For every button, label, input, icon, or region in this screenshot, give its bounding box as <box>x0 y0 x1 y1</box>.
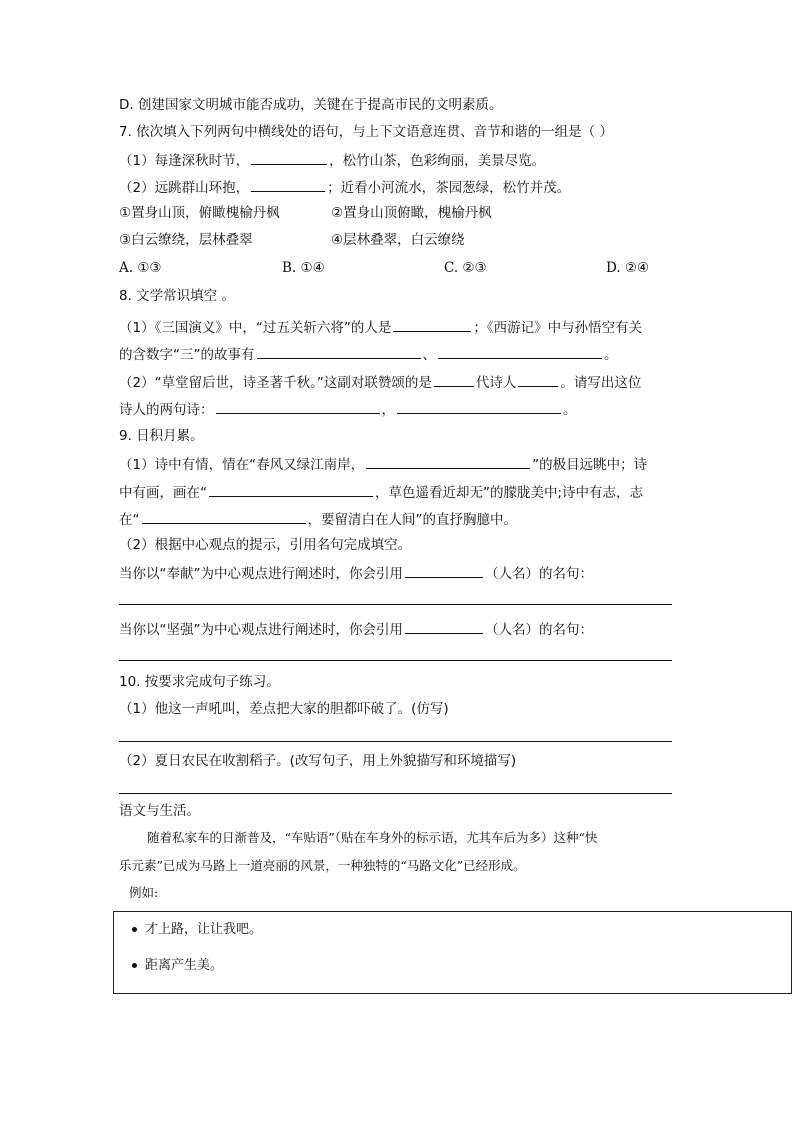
q8-blank-4[interactable] <box>434 372 474 387</box>
q8-l2-text-c: 。 <box>604 347 618 363</box>
q7-option-d[interactable]: D. ②④ <box>606 260 650 276</box>
q8-line-3 <box>119 372 641 392</box>
q9-stem: 9. 日积月累。 <box>119 428 204 444</box>
q9-blank-3[interactable] <box>142 509 306 524</box>
bullet-icon <box>132 963 137 968</box>
q9-line-2 <box>119 482 643 502</box>
q7-blank-1[interactable] <box>251 150 327 165</box>
q8-blank-6[interactable] <box>216 399 380 414</box>
q9-l1-text-b: ”的极目远眺中；诗 <box>532 457 648 473</box>
q7-sentence-1 <box>119 150 545 170</box>
q10-line-1: （1）他这一声吼叫，差点把大家的胆都吓破了。(仿写) <box>119 701 449 717</box>
q10-line-2: （2）夏日农民在收割稻子。(改写句子，用上外貌描写和环境描写) <box>119 753 517 769</box>
q9-answer-line-1[interactable] <box>119 604 672 605</box>
q9-l3-text-a: 在“ <box>119 512 140 528</box>
q8-line-1 <box>119 317 642 337</box>
q8-l4-text-c: 。 <box>563 402 577 418</box>
q7-stem: 7. 依次填入下列两句中横线处的语句，与上下文语意连贯、音节和谐的一组是（ ） <box>119 124 613 140</box>
life-example-label: 例如: <box>129 885 159 900</box>
q7-s1-before: （1）每逢深秋时节， <box>119 153 250 169</box>
q10-answer-line-1[interactable] <box>119 741 672 742</box>
q9-l6-text-a: 当你以“坚强”为中心观点进行阐述时，你会引用 <box>119 622 403 638</box>
q9-line-5 <box>119 563 593 583</box>
q8-l4-text-a: 诗人的两句诗： <box>119 402 214 418</box>
q8-l1-text-b: ；《西游记》中与孙悟空有关 <box>473 320 643 336</box>
q8-l1-text-a: （1）《三国演义》中，“过五关斩六将”的人是 <box>119 320 392 336</box>
q9-blank-5[interactable] <box>405 619 483 634</box>
q9-blank-1[interactable] <box>366 454 530 469</box>
q8-blank-7[interactable] <box>397 399 561 414</box>
q7-choice-1: ①置身山顶，俯瞰槐榆丹枫 <box>119 205 280 221</box>
life-paragraph-line-2: 乐元素”已成为马路上一道亮丽的风景，一种独特的“马路文化”已经形成。 <box>119 858 526 873</box>
q9-l6-text-b: （人名）的名句： <box>485 622 593 638</box>
q7-s1-after: ，松竹山茶，色彩绚丽，美景尽览。 <box>329 153 546 169</box>
q8-l3-text-a: （2）“草堂留后世，诗圣著千秋。”这副对联赞颂的是 <box>119 375 432 391</box>
q8-l4-text-b: ， <box>381 402 395 418</box>
q8-l2-text-b: 、 <box>422 347 436 363</box>
example-item <box>132 957 223 975</box>
q9-l2-text-b: ，草色遥看近却无”的朦胧美中;诗中有志，志 <box>375 485 644 501</box>
q7-sentence-2 <box>119 177 570 197</box>
q9-l3-text-b: ，要留清白在人间”的直抒胸臆中。 <box>307 512 517 528</box>
q8-l3-text-b: 代诗人 <box>475 375 517 391</box>
example-item <box>132 921 262 939</box>
q8-l3-text-c: 。请写出这位 <box>560 375 642 391</box>
q9-line-3 <box>119 509 517 529</box>
q9-answer-line-2[interactable] <box>119 660 672 661</box>
q10-answer-line-2[interactable] <box>119 793 672 794</box>
q7-blank-2[interactable] <box>251 177 325 192</box>
q7-choice-2: ②置身山顶俯瞰，槐榆丹枫 <box>331 205 492 221</box>
q9-line-1 <box>119 454 647 474</box>
q9-line-4: （2）根据中心观点的提示，引用名句完成填空。 <box>119 537 412 553</box>
q8-l2-text-a: 的含数字“三”的故事有 <box>119 347 255 363</box>
life-paragraph-line-1: 随着私家车的日渐普及，“车贴语”（贴在车身外的标示语，尤其车后为多）这种“快 <box>147 830 598 845</box>
q7-choice-3: ③白云缭绕，层林叠翠 <box>119 232 253 248</box>
life-title: 语文与生活。 <box>119 803 200 819</box>
q8-blank-1[interactable] <box>393 317 471 332</box>
bullet-icon <box>132 927 137 932</box>
q10-stem: 10. 按要求完成句子练习。 <box>119 674 280 690</box>
q9-l5-text-b: （人名）的名句： <box>485 566 593 582</box>
q9-l2-text-a: 中有画，画在“ <box>119 485 207 501</box>
q7-option-a[interactable]: A. ①③ <box>119 260 162 276</box>
q9-l5-text-a: 当你以“奉献”为中心观点进行阐述时，你会引用 <box>119 566 403 582</box>
q9-line-6 <box>119 619 593 639</box>
q9-blank-2[interactable] <box>209 482 373 497</box>
q7-option-b[interactable]: B. ①④ <box>282 260 325 276</box>
q8-blank-5[interactable] <box>518 372 558 387</box>
q9-l1-text-a: （1）诗中有情，情在“春风又绿江南岸， <box>119 457 365 473</box>
q6-option-d: D. 创建国家文明城市能否成功，关键在于提高市民的文明素质。 <box>119 97 503 113</box>
example-box <box>113 911 792 994</box>
q9-blank-4[interactable] <box>405 563 483 578</box>
q8-line-2 <box>119 344 618 364</box>
q7-choice-4: ④层林叠翠，白云缭绕 <box>331 232 465 248</box>
q8-blank-3[interactable] <box>438 344 602 359</box>
example-item-text: 才上路，让让我吧。 <box>145 922 263 937</box>
q8-line-4 <box>119 399 577 419</box>
q8-stem: 8. 文学常识填空 。 <box>119 288 235 304</box>
q7-s2-before: （2）远跳群山环抱， <box>119 180 250 196</box>
q7-s2-after: ；近看小河流水，茶园葱绿，松竹并茂。 <box>327 180 571 196</box>
q7-option-c[interactable]: C. ②③ <box>444 260 487 276</box>
q8-blank-2[interactable] <box>257 344 421 359</box>
example-item-text: 距离产生美。 <box>145 958 224 973</box>
